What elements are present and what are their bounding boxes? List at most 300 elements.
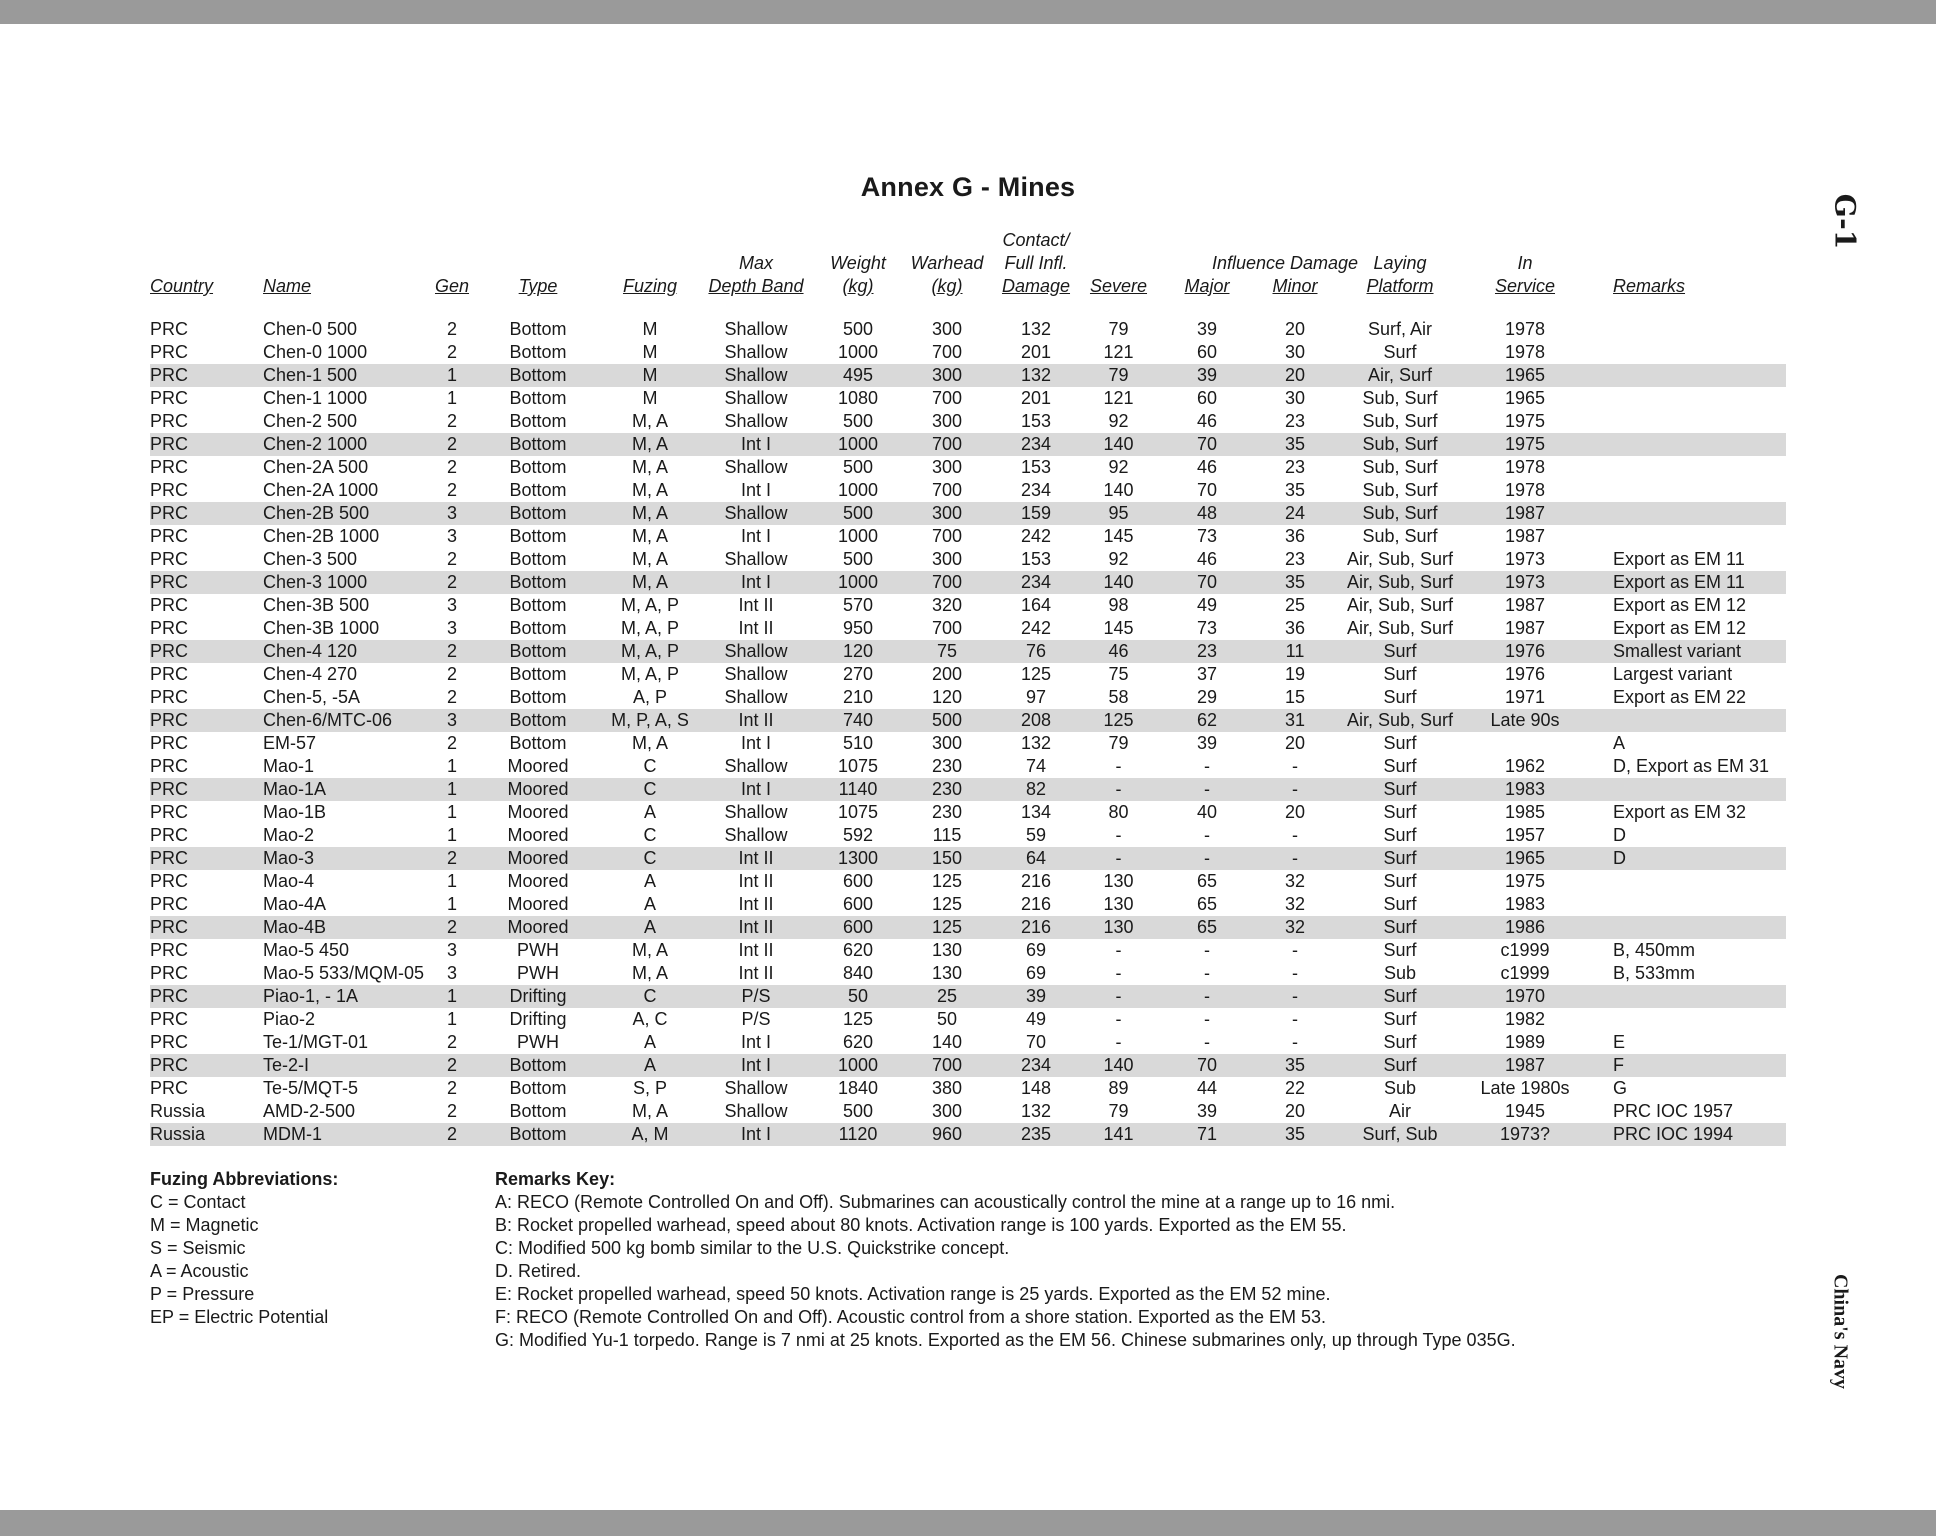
- cell-depth-band: Shallow: [724, 687, 788, 707]
- cell-minor: 35: [1284, 572, 1306, 592]
- cell-fuzing: M, A: [631, 480, 668, 500]
- cell-weight: 1075: [837, 756, 879, 776]
- cell-contact-damage: 132: [1020, 1101, 1052, 1121]
- cell-depth-band: Shallow: [724, 641, 788, 661]
- cell-warhead: 700: [931, 388, 963, 408]
- cell-severe: 79: [1108, 733, 1129, 753]
- cell-country: PRC: [150, 549, 189, 569]
- cell-weight: 500: [842, 411, 874, 431]
- cell-laying-platform: Surf: [1383, 917, 1417, 937]
- cell-fuzing: S, P: [632, 1078, 667, 1098]
- page-side-tab: G-1: [1828, 193, 1862, 250]
- fuzing-key-item: C = Contact: [150, 1192, 246, 1212]
- cell-name: AMD-2-500: [263, 1101, 356, 1121]
- cell-country: Russia: [150, 1124, 206, 1144]
- cell-depth-band: Int I: [740, 733, 771, 753]
- cell-gen: 2: [446, 572, 457, 592]
- cell-name: Chen-0 1000: [263, 342, 368, 362]
- cell-contact-damage: 201: [1020, 342, 1052, 362]
- cell-depth-band: Shallow: [724, 342, 788, 362]
- cell-remarks: Export as EM 11: [1613, 572, 1745, 592]
- cell-in-service: 1978: [1504, 319, 1546, 339]
- cell-name: Mao-1: [263, 756, 315, 776]
- cell-remarks: F: [1613, 1055, 1624, 1075]
- cell-fuzing: M, A: [631, 963, 668, 983]
- cell-gen: 3: [446, 595, 457, 615]
- cell-minor: 15: [1284, 687, 1306, 707]
- table-row: [150, 387, 1786, 410]
- cell-name: Mao-3: [263, 848, 315, 868]
- remarks-key-item: G: Modified Yu-1 torpedo. Range is 7 nmi at 25 knots. Exported as the EM 56. Chinese submarines only, up through Type 035G.: [495, 1330, 1516, 1350]
- table-row: [150, 318, 1786, 341]
- cell-gen: 2: [446, 664, 457, 684]
- cell-minor: 22: [1284, 1078, 1306, 1098]
- cell-laying-platform: Surf: [1383, 779, 1417, 799]
- cell-contact-damage: 208: [1020, 710, 1052, 730]
- cell-gen: 2: [446, 1078, 457, 1098]
- cell-warhead: 130: [931, 963, 963, 983]
- cell-major: 46: [1196, 549, 1218, 569]
- cell-fuzing: M: [642, 342, 658, 362]
- cell-severe: 140: [1103, 480, 1134, 500]
- cell-contact-damage: 216: [1020, 894, 1052, 914]
- table-row: [150, 939, 1786, 962]
- cell-depth-band: P/S: [741, 986, 771, 1006]
- cell-warhead: 300: [931, 319, 963, 339]
- cell-contact-damage: 39: [1025, 986, 1047, 1006]
- cell-contact-damage: 234: [1020, 1055, 1052, 1075]
- cell-weight: 1000: [837, 1055, 879, 1075]
- cell-minor: -: [1292, 1009, 1298, 1029]
- cell-severe: 145: [1103, 526, 1134, 546]
- cell-name: Chen-1 1000: [263, 388, 368, 408]
- cell-severe: -: [1115, 986, 1122, 1006]
- cell-in-service: 1987: [1504, 595, 1546, 615]
- cell-weight: 620: [842, 940, 874, 960]
- cell-fuzing: M, A: [631, 526, 668, 546]
- cell-depth-band: Shallow: [724, 1078, 788, 1098]
- cell-weight: 1080: [837, 388, 879, 408]
- cell-contact-damage: 153: [1020, 549, 1052, 569]
- cell-in-service: Late 1980s: [1480, 1078, 1570, 1098]
- cell-type: Bottom: [509, 526, 567, 546]
- cell-gen: 2: [446, 1124, 457, 1144]
- cell-major: -: [1204, 756, 1210, 776]
- cell-warhead: 75: [936, 641, 958, 661]
- cell-in-service: 1973: [1504, 572, 1546, 592]
- cell-contact-damage: 234: [1020, 480, 1052, 500]
- cell-warhead: 960: [931, 1124, 963, 1144]
- table-row: [150, 1100, 1786, 1123]
- cell-gen: 2: [446, 480, 457, 500]
- remarks-key-item: D. Retired.: [495, 1261, 582, 1281]
- cell-remarks: B, 533mm: [1613, 963, 1696, 983]
- cell-fuzing: M, A: [631, 572, 668, 592]
- cell-severe: 130: [1103, 917, 1134, 937]
- header-name: Name: [263, 276, 312, 296]
- cell-contact-damage: 216: [1020, 917, 1052, 937]
- fuzing-key-title: Fuzing Abbreviations:: [150, 1169, 339, 1189]
- remarks-key-item: B: Rocket propelled warhead, speed about 80 knots. Activation range is 100 yards. Exported as the EM 55.: [495, 1215, 1347, 1235]
- table-row: [150, 1077, 1786, 1100]
- cell-gen: 2: [446, 917, 457, 937]
- cell-type: Bottom: [509, 319, 567, 339]
- header-laying-platform: Laying Platform: [1366, 253, 1434, 296]
- cell-severe: -: [1115, 940, 1122, 960]
- cell-warhead: 200: [931, 664, 963, 684]
- cell-country: PRC: [150, 434, 189, 454]
- cell-major: 46: [1196, 411, 1218, 431]
- table-header: [150, 230, 1786, 298]
- cell-severe: 125: [1103, 710, 1134, 730]
- cell-contact-damage: 159: [1020, 503, 1052, 523]
- header-minor: Minor: [1272, 276, 1318, 296]
- cell-type: Bottom: [509, 664, 567, 684]
- cell-country: PRC: [150, 526, 189, 546]
- cell-warhead: 700: [931, 526, 963, 546]
- cell-major: -: [1204, 779, 1210, 799]
- cell-type: Bottom: [509, 641, 567, 661]
- header-gen: Gen: [434, 276, 470, 296]
- table-row: [150, 709, 1786, 732]
- cell-warhead: 125: [931, 871, 963, 891]
- header-warhead: Warhead (kg): [910, 253, 984, 296]
- cell-minor: 32: [1284, 894, 1306, 914]
- cell-country: PRC: [150, 388, 189, 408]
- cell-laying-platform: Surf: [1383, 1055, 1417, 1075]
- cell-minor: 19: [1284, 664, 1306, 684]
- cell-contact-damage: 76: [1025, 641, 1047, 661]
- cell-weight: 495: [842, 365, 874, 385]
- table-row: [150, 617, 1786, 640]
- cell-weight: 1120: [838, 1124, 878, 1144]
- cell-depth-band: Shallow: [724, 411, 788, 431]
- cell-fuzing: C: [643, 848, 657, 868]
- cell-warhead: 700: [931, 342, 963, 362]
- cell-minor: -: [1292, 779, 1298, 799]
- table-row: [150, 1123, 1786, 1146]
- cell-contact-damage: 132: [1020, 365, 1052, 385]
- cell-type: Moored: [507, 756, 569, 776]
- fuzing-key-item: M = Magnetic: [150, 1215, 259, 1235]
- cell-name: Piao-1, - 1A: [263, 986, 359, 1006]
- cell-country: PRC: [150, 802, 189, 822]
- cell-contact-damage: 70: [1025, 1032, 1047, 1052]
- cell-fuzing: A: [643, 871, 656, 891]
- bottom-gray-band: [0, 1510, 1936, 1536]
- cell-major: -: [1204, 848, 1210, 868]
- cell-type: Bottom: [509, 411, 567, 431]
- cell-type: PWH: [517, 1032, 559, 1052]
- cell-weight: 1840: [837, 1078, 879, 1098]
- cell-contact-damage: 242: [1020, 618, 1052, 638]
- cell-laying-platform: Surf: [1383, 894, 1417, 914]
- table-row: [150, 893, 1786, 916]
- cell-country: PRC: [150, 825, 189, 845]
- cell-fuzing: A: [643, 894, 656, 914]
- cell-laying-platform: Surf: [1383, 871, 1417, 891]
- cell-weight: 600: [842, 894, 874, 914]
- cell-in-service: 1978: [1504, 480, 1546, 500]
- cell-depth-band: Int I: [740, 480, 771, 500]
- cell-type: Bottom: [509, 1124, 567, 1144]
- remarks-key: [495, 1168, 1795, 1352]
- cell-type: Bottom: [509, 1078, 567, 1098]
- cell-remarks: Export as EM 12: [1613, 618, 1747, 638]
- cell-severe: -: [1115, 963, 1122, 983]
- cell-depth-band: Int I: [740, 1032, 771, 1052]
- cell-severe: 98: [1108, 595, 1129, 615]
- cell-weight: 620: [842, 1032, 874, 1052]
- cell-fuzing: M, A: [631, 549, 668, 569]
- cell-weight: 500: [842, 1101, 874, 1121]
- cell-minor: 20: [1284, 365, 1306, 385]
- cell-in-service: 1987: [1504, 618, 1546, 638]
- cell-major: 48: [1196, 503, 1218, 523]
- cell-laying-platform: Air, Sub, Surf: [1346, 549, 1454, 569]
- cell-gen: 1: [446, 1009, 457, 1029]
- header-influence-damage-group: Influence Damage: [1211, 253, 1359, 273]
- cell-depth-band: Shallow: [724, 388, 788, 408]
- table-row: [150, 778, 1786, 801]
- cell-minor: 35: [1284, 434, 1306, 454]
- cell-major: 62: [1196, 710, 1218, 730]
- cell-warhead: 115: [932, 825, 962, 845]
- table-row: [150, 1031, 1786, 1054]
- cell-contact-damage: 125: [1020, 664, 1052, 684]
- cell-country: PRC: [150, 411, 189, 431]
- cell-contact-damage: 148: [1020, 1078, 1052, 1098]
- cell-severe: 130: [1103, 894, 1134, 914]
- cell-major: -: [1204, 963, 1210, 983]
- cell-country: Russia: [150, 1101, 206, 1121]
- table-row: [150, 985, 1786, 1008]
- cell-major: 46: [1196, 457, 1218, 477]
- cell-severe: 95: [1108, 503, 1129, 523]
- cell-severe: 92: [1108, 411, 1129, 431]
- cell-in-service: 1982: [1504, 1009, 1546, 1029]
- cell-name: Chen-3 1000: [263, 572, 368, 592]
- fuzing-key-item: S = Seismic: [150, 1238, 246, 1258]
- cell-remarks: D: [1613, 825, 1626, 845]
- cell-severe: 145: [1103, 618, 1134, 638]
- cell-type: Bottom: [509, 365, 567, 385]
- cell-country: PRC: [150, 365, 189, 385]
- cell-in-service: 1975: [1504, 411, 1546, 431]
- cell-gen: 2: [446, 319, 457, 339]
- cell-contact-damage: 49: [1025, 1009, 1047, 1029]
- cell-minor: -: [1292, 848, 1298, 868]
- cell-major: -: [1204, 1009, 1210, 1029]
- cell-in-service: 1985: [1504, 802, 1546, 822]
- cell-warhead: 140: [931, 1032, 963, 1052]
- cell-gen: 2: [446, 1032, 457, 1052]
- cell-contact-damage: 64: [1025, 848, 1047, 868]
- cell-depth-band: Shallow: [724, 503, 788, 523]
- cell-weight: 570: [842, 595, 874, 615]
- table-row: [150, 916, 1786, 939]
- cell-remarks: Export as EM 22: [1613, 687, 1747, 707]
- cell-in-service: 1970: [1504, 986, 1546, 1006]
- header-country: Country: [150, 276, 214, 296]
- cell-weight: 1140: [838, 779, 878, 799]
- cell-gen: 1: [446, 894, 457, 914]
- table-row: [150, 502, 1786, 525]
- header-major: Major: [1184, 276, 1230, 296]
- page-side-footer: China's Navy: [1829, 1273, 1852, 1390]
- cell-warhead: 125: [931, 894, 963, 914]
- cell-major: 60: [1196, 342, 1218, 362]
- header-remarks: Remarks: [1613, 276, 1686, 296]
- cell-major: 65: [1196, 917, 1218, 937]
- cell-severe: 140: [1103, 572, 1134, 592]
- cell-warhead: 300: [931, 1101, 963, 1121]
- cell-fuzing: M, A: [631, 1101, 668, 1121]
- cell-name: Piao-2: [263, 1009, 316, 1029]
- cell-country: PRC: [150, 756, 189, 776]
- cell-country: PRC: [150, 618, 189, 638]
- cell-depth-band: Shallow: [724, 664, 788, 684]
- cell-severe: 141: [1103, 1124, 1134, 1144]
- cell-name: Mao-4B: [263, 917, 327, 937]
- cell-contact-damage: 153: [1020, 411, 1052, 431]
- cell-minor: 31: [1284, 710, 1306, 730]
- cell-gen: 3: [446, 710, 457, 730]
- cell-laying-platform: Surf: [1383, 733, 1417, 753]
- cell-in-service: 1973: [1504, 549, 1546, 569]
- cell-contact-damage: 69: [1025, 963, 1047, 983]
- cell-weight: 592: [842, 825, 874, 845]
- cell-name: Chen-2 500: [263, 411, 358, 431]
- cell-weight: 1000: [837, 526, 879, 546]
- cell-fuzing: M, A: [631, 940, 668, 960]
- cell-gen: 2: [446, 733, 457, 753]
- cell-warhead: 380: [931, 1078, 963, 1098]
- cell-laying-platform: Sub, Surf: [1362, 480, 1438, 500]
- cell-weight: 1000: [837, 342, 879, 362]
- cell-minor: 30: [1284, 388, 1306, 408]
- cell-warhead: 300: [931, 549, 963, 569]
- cell-depth-band: Shallow: [724, 549, 788, 569]
- cell-country: PRC: [150, 1009, 189, 1029]
- fuzing-key-item: EP = Electric Potential: [150, 1307, 329, 1327]
- cell-warhead: 230: [931, 802, 963, 822]
- cell-remarks: PRC IOC 1994: [1613, 1124, 1734, 1144]
- cell-warhead: 230: [931, 756, 963, 776]
- cell-laying-platform: Surf: [1383, 1032, 1417, 1052]
- table-row: [150, 962, 1786, 985]
- cell-type: Bottom: [509, 595, 567, 615]
- cell-gen: 2: [446, 641, 457, 661]
- cell-major: 29: [1196, 687, 1218, 707]
- cell-severe: 121: [1103, 342, 1134, 362]
- cell-laying-platform: Sub, Surf: [1362, 526, 1438, 546]
- cell-warhead: 150: [931, 848, 963, 868]
- cell-depth-band: P/S: [741, 1009, 771, 1029]
- cell-minor: -: [1292, 825, 1298, 845]
- cell-severe: 58: [1108, 687, 1129, 707]
- table-row: [150, 456, 1786, 479]
- cell-laying-platform: Air, Surf: [1367, 365, 1433, 385]
- cell-fuzing: M, A: [631, 503, 668, 523]
- cell-major: 40: [1196, 802, 1218, 822]
- cell-warhead: 120: [931, 687, 963, 707]
- cell-warhead: 25: [936, 986, 958, 1006]
- cell-minor: 32: [1284, 871, 1306, 891]
- cell-fuzing: A, P: [632, 687, 667, 707]
- cell-gen: 1: [446, 756, 457, 776]
- cell-type: Moored: [507, 848, 569, 868]
- cell-laying-platform: Air: [1389, 1101, 1411, 1121]
- cell-in-service: 1975: [1504, 871, 1546, 891]
- cell-severe: 75: [1108, 664, 1129, 684]
- cell-depth-band: Int I: [740, 779, 771, 799]
- cell-laying-platform: Surf, Sub: [1362, 1124, 1438, 1144]
- cell-type: Bottom: [509, 342, 567, 362]
- cell-country: PRC: [150, 342, 189, 362]
- cell-major: 39: [1196, 319, 1218, 339]
- cell-minor: -: [1292, 986, 1298, 1006]
- cell-minor: 23: [1284, 549, 1306, 569]
- cell-contact-damage: 74: [1025, 756, 1047, 776]
- table-row: [150, 870, 1786, 893]
- cell-minor: 20: [1284, 733, 1306, 753]
- cell-warhead: 700: [931, 618, 963, 638]
- fuzing-key-item: P = Pressure: [150, 1284, 255, 1304]
- cell-weight: 510: [842, 733, 874, 753]
- cell-major: -: [1204, 1032, 1210, 1052]
- cell-type: Moored: [507, 825, 569, 845]
- cell-depth-band: Shallow: [724, 802, 788, 822]
- cell-severe: 140: [1103, 1055, 1134, 1075]
- cell-type: Moored: [507, 917, 569, 937]
- cell-contact-damage: 216: [1020, 871, 1052, 891]
- cell-major: -: [1204, 825, 1210, 845]
- cell-severe: -: [1115, 848, 1122, 868]
- cell-fuzing: M, A, P: [620, 641, 680, 661]
- cell-country: PRC: [150, 986, 189, 1006]
- cell-severe: 79: [1108, 319, 1129, 339]
- cell-weight: 1300: [837, 848, 879, 868]
- cell-warhead: 300: [931, 411, 963, 431]
- cell-fuzing: M, A: [631, 411, 668, 431]
- cell-major: 70: [1196, 1055, 1218, 1075]
- cell-name: Chen-3B 500: [263, 595, 370, 615]
- cell-name: MDM-1: [263, 1124, 322, 1144]
- cell-contact-damage: 242: [1020, 526, 1052, 546]
- cell-major: 71: [1196, 1124, 1218, 1144]
- table-row: [150, 1008, 1786, 1031]
- cell-name: Chen-4 270: [263, 664, 358, 684]
- cell-depth-band: Shallow: [724, 365, 788, 385]
- cell-contact-damage: 97: [1025, 687, 1047, 707]
- cell-gen: 2: [446, 848, 457, 868]
- cell-laying-platform: Air, Sub, Surf: [1346, 572, 1454, 592]
- cell-in-service: 1983: [1504, 779, 1546, 799]
- cell-gen: 3: [446, 526, 457, 546]
- cell-gen: 2: [446, 549, 457, 569]
- cell-country: PRC: [150, 1055, 189, 1075]
- cell-severe: 79: [1108, 365, 1129, 385]
- cell-name: Mao-1A: [263, 779, 327, 799]
- cell-major: 70: [1196, 572, 1218, 592]
- cell-name: Chen-3 500: [263, 549, 358, 569]
- cell-minor: -: [1292, 756, 1298, 776]
- remarks-key-title: Remarks Key:: [495, 1169, 616, 1189]
- cell-laying-platform: Surf: [1383, 756, 1417, 776]
- cell-major: 39: [1196, 733, 1218, 753]
- cell-in-service: 1986: [1504, 917, 1546, 937]
